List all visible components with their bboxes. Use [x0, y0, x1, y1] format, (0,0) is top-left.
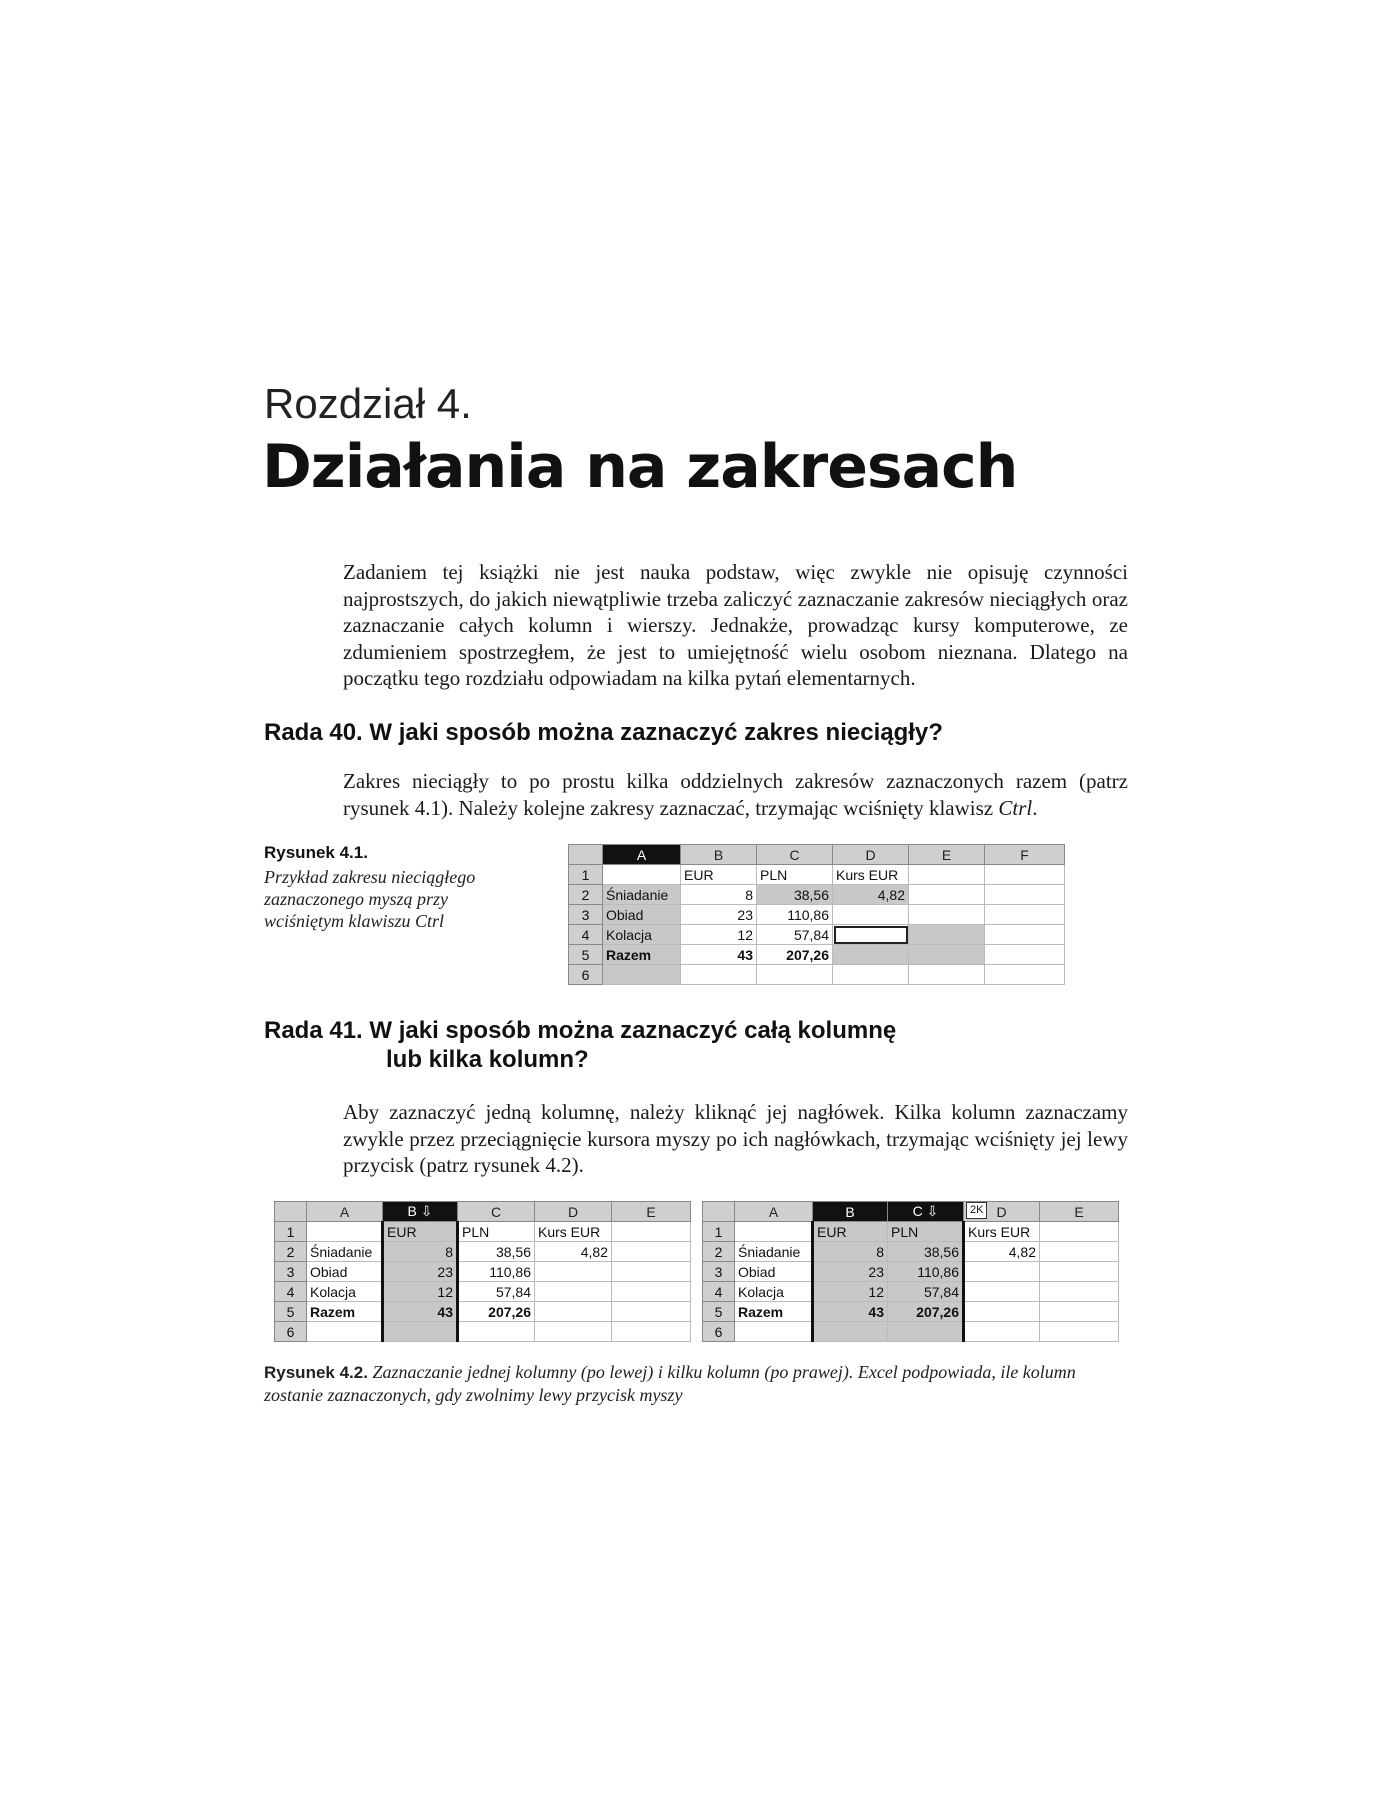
row-header[interactable]: 5	[275, 1302, 307, 1322]
cell[interactable]	[964, 1262, 1040, 1282]
cell[interactable]: 23	[813, 1262, 888, 1282]
figure-1-label: Rysunek 4.1.	[264, 843, 368, 862]
row-header[interactable]: 6	[703, 1322, 735, 1342]
cell[interactable]: 57,84	[458, 1282, 535, 1302]
figure-1-sheet	[568, 844, 1065, 985]
col-header-c[interactable]: C	[458, 1202, 535, 1222]
rada-40-text-a: Zakres nieciągły to po prostu kilka oddzielnych zakresów zaznaczonych razem (patrz rysunek 4.1). Należy kolejne zakresy zaznaczać, trzymając wciśnięty klawisz	[343, 769, 1128, 820]
row-header[interactable]: 6	[569, 965, 603, 985]
cell[interactable]	[833, 905, 909, 925]
cell[interactable]	[985, 885, 1065, 905]
row-header[interactable]: 2	[703, 1242, 735, 1262]
cell[interactable]	[1040, 1242, 1119, 1262]
figure-2-label: Rysunek 4.2.	[264, 1363, 368, 1382]
cell[interactable]	[964, 1302, 1040, 1322]
cell[interactable]	[735, 1222, 813, 1242]
row-header[interactable]: 3	[275, 1262, 307, 1282]
cell[interactable]: EUR	[813, 1222, 888, 1242]
cell[interactable]: 57,84	[888, 1282, 964, 1302]
cell[interactable]	[888, 1322, 964, 1342]
cell[interactable]: Obiad	[603, 905, 681, 925]
cell[interactable]	[964, 1322, 1040, 1342]
cell[interactable]	[612, 1262, 691, 1282]
col-header-d[interactable]: D	[535, 1202, 612, 1222]
cell[interactable]	[985, 865, 1065, 885]
row-header[interactable]: 1	[569, 865, 603, 885]
cell[interactable]: 110,86	[458, 1262, 535, 1282]
row-header[interactable]: 4	[703, 1282, 735, 1302]
cell[interactable]	[735, 1322, 813, 1342]
drag-arrow-icon: ⇩	[926, 1203, 939, 1219]
col-header-c[interactable]: C	[757, 845, 833, 865]
cell[interactable]: 8	[813, 1242, 888, 1262]
cell[interactable]: Kurs EUR	[964, 1222, 1040, 1242]
ctrl-key-text: Ctrl	[998, 795, 1033, 820]
cell[interactable]	[612, 1242, 691, 1262]
cell[interactable]	[757, 965, 833, 985]
cell[interactable]	[307, 1222, 383, 1242]
cell[interactable]	[813, 1322, 888, 1342]
cell[interactable]	[964, 1282, 1040, 1302]
figure-2-caption	[264, 1361, 1124, 1406]
row-header[interactable]: 1	[703, 1222, 735, 1242]
col-header-e[interactable]: E	[909, 845, 985, 865]
col-header-b[interactable]	[383, 1202, 458, 1222]
cell[interactable]: 4,82	[535, 1242, 612, 1262]
col-header-f[interactable]: F	[985, 845, 1065, 865]
col-header-e[interactable]: E	[1040, 1202, 1119, 1222]
rada-40-text-b: .	[1032, 795, 1038, 820]
cell[interactable]: 8	[681, 885, 757, 905]
rada-40-heading: Rada 40. W jaki sposób można zaznaczyć zakres nieciągły?	[264, 719, 943, 746]
col-c-label: C	[912, 1203, 923, 1219]
cell[interactable]: 207,26	[757, 945, 833, 965]
cell[interactable]: Śniadanie	[735, 1242, 813, 1262]
cell[interactable]	[985, 925, 1065, 945]
row-header[interactable]: 6	[275, 1322, 307, 1342]
cell[interactable]: EUR	[383, 1222, 458, 1242]
cell[interactable]	[909, 885, 985, 905]
cell[interactable]: 43	[681, 945, 757, 965]
cell[interactable]	[1040, 1222, 1119, 1242]
drag-arrow-icon: ⇩	[420, 1203, 433, 1219]
cell[interactable]	[985, 965, 1065, 985]
cell[interactable]: PLN	[888, 1222, 964, 1242]
row-header[interactable]: 2	[275, 1242, 307, 1262]
rada-40-paragraph	[343, 768, 1128, 821]
cell[interactable]: Kolacja	[603, 925, 681, 945]
cell[interactable]: Razem	[735, 1302, 813, 1322]
cell[interactable]	[535, 1262, 612, 1282]
cell[interactable]: PLN	[757, 865, 833, 885]
figure-2-right-sheet	[702, 1201, 1119, 1342]
row-header[interactable]: 3	[703, 1262, 735, 1282]
row-header[interactable]: 1	[275, 1222, 307, 1242]
cell[interactable]	[612, 1282, 691, 1302]
cell[interactable]: 4,82	[964, 1242, 1040, 1262]
cell[interactable]: Kolacja	[735, 1282, 813, 1302]
cell[interactable]: 207,26	[458, 1302, 535, 1322]
cell[interactable]	[909, 945, 985, 965]
cell[interactable]	[535, 1322, 612, 1342]
cell[interactable]	[535, 1282, 612, 1302]
col-header-b[interactable]: B	[681, 845, 757, 865]
corner-cell[interactable]	[569, 845, 603, 865]
cell[interactable]: 4,82	[833, 885, 909, 905]
chapter-title: Działania na zakresach	[262, 432, 1018, 502]
figure-2-caption-text: Zaznaczanie jednej kolumny (po lewej) i kilku kolumn (po prawej). Excel podpowiada, ile kolumn zostanie zaznaczonych, gdy zwolnimy lewy przycisk myszy	[264, 1362, 1076, 1405]
cell[interactable]	[603, 865, 681, 885]
cell[interactable]: Śniadanie	[307, 1242, 383, 1262]
col-header-a[interactable]: A	[307, 1202, 383, 1222]
cell[interactable]: 12	[813, 1282, 888, 1302]
cell[interactable]	[909, 905, 985, 925]
cell[interactable]	[1040, 1282, 1119, 1302]
cell[interactable]	[909, 965, 985, 985]
cell[interactable]: 12	[383, 1282, 458, 1302]
cell[interactable]	[681, 965, 757, 985]
cell[interactable]: 38,56	[458, 1242, 535, 1262]
cell[interactable]	[612, 1322, 691, 1342]
row-header[interactable]: 4	[569, 925, 603, 945]
col-b-label: B	[407, 1203, 417, 1219]
cell[interactable]: 38,56	[757, 885, 833, 905]
cell[interactable]: Kolacja	[307, 1282, 383, 1302]
cell[interactable]: Razem	[603, 945, 681, 965]
rada-41-heading-line2: lub kilka kolumn?	[386, 1046, 589, 1073]
row-header[interactable]: 4	[275, 1282, 307, 1302]
cell[interactable]: 38,56	[888, 1242, 964, 1262]
row-header[interactable]: 3	[569, 905, 603, 925]
intro-paragraph: Zadaniem tej książki nie jest nauka podstaw, więc zwykle nie opisuję czynności najprostszych, do jakich niewątpliwie trzeba zaliczyć zaznaczanie zakresów nieciągłych oraz zaznaczanie całych kolumn i wierszy. Jednakże, prowadząc kursy komputerowe, ze zdumieniem spostrzegłem, że jest to umiejętność wielu osobom nieznana. Dlatego na początku tego rozdziału odpowiadam na kilka pytań elementarnych.	[343, 560, 1128, 690]
row-header[interactable]: 5	[703, 1302, 735, 1322]
cell[interactable]	[612, 1222, 691, 1242]
cell[interactable]: EUR	[681, 865, 757, 885]
corner-cell[interactable]	[703, 1202, 735, 1222]
col-header-a[interactable]: A	[735, 1202, 813, 1222]
chapter-label: Rozdział 4.	[264, 380, 472, 427]
row-header[interactable]: 5	[569, 945, 603, 965]
column-count-tooltip: 2K	[966, 1202, 987, 1219]
col-header-b[interactable]: B	[813, 1202, 888, 1222]
cell[interactable]	[833, 965, 909, 985]
cell[interactable]: Kurs EUR	[535, 1222, 612, 1242]
cell[interactable]: Obiad	[307, 1262, 383, 1282]
cell[interactable]: 8	[383, 1242, 458, 1262]
figure-1-caption: Przykład zakresu nieciągłego zaznaczonego myszą przy wciśniętym klawiszu Ctrl	[264, 867, 476, 931]
col-header-d[interactable]: D	[964, 1202, 1040, 1222]
cell[interactable]	[909, 865, 985, 885]
cell[interactable]	[985, 945, 1065, 965]
cell[interactable]: PLN	[458, 1222, 535, 1242]
cell[interactable]	[612, 1302, 691, 1322]
cell[interactable]: 57,84	[757, 925, 833, 945]
cell[interactable]: 43	[813, 1302, 888, 1322]
cell[interactable]	[535, 1302, 612, 1322]
cell[interactable]	[833, 945, 909, 965]
cell[interactable]	[1040, 1302, 1119, 1322]
cell[interactable]: 23	[383, 1262, 458, 1282]
corner-cell[interactable]	[275, 1202, 307, 1222]
cell[interactable]: 12	[681, 925, 757, 945]
col-header-d[interactable]: D	[833, 845, 909, 865]
col-header-a[interactable]: A	[603, 845, 681, 865]
row-header[interactable]: 2	[569, 885, 603, 905]
cell[interactable]: Obiad	[735, 1262, 813, 1282]
cell[interactable]	[458, 1322, 535, 1342]
active-cell[interactable]	[833, 925, 909, 945]
cell[interactable]	[1040, 1262, 1119, 1282]
col-header-c[interactable]	[888, 1202, 964, 1222]
cell[interactable]: Razem	[307, 1302, 383, 1322]
cell[interactable]: Śniadanie	[603, 885, 681, 905]
rada-41-paragraph: Aby zaznaczyć jedną kolumnę, należy kliknąć jej nagłówek. Kilka kolumn zaznaczamy zwykle przez przeciągnięcie kursora myszy po ich nagłówkach, trzymając wciśnięty jej lewy przycisk (patrz rysunek 4.2).	[343, 1100, 1128, 1177]
cell[interactable]	[383, 1322, 458, 1342]
col-header-e[interactable]: E	[612, 1202, 691, 1222]
cell[interactable]: 110,86	[757, 905, 833, 925]
cell[interactable]	[985, 905, 1065, 925]
cell[interactable]	[603, 965, 681, 985]
cell[interactable]: 110,86	[888, 1262, 964, 1282]
cell[interactable]	[307, 1322, 383, 1342]
cell[interactable]	[1040, 1322, 1119, 1342]
rada-41-heading-line1: Rada 41. W jaki sposób można zaznaczyć całą kolumnę	[264, 1017, 897, 1044]
cell[interactable]: 23	[681, 905, 757, 925]
cell[interactable]	[909, 925, 985, 945]
cell[interactable]: Kurs EUR	[833, 865, 909, 885]
cell[interactable]: 207,26	[888, 1302, 964, 1322]
figure-2-left-sheet	[274, 1201, 691, 1342]
cell[interactable]: 43	[383, 1302, 458, 1322]
